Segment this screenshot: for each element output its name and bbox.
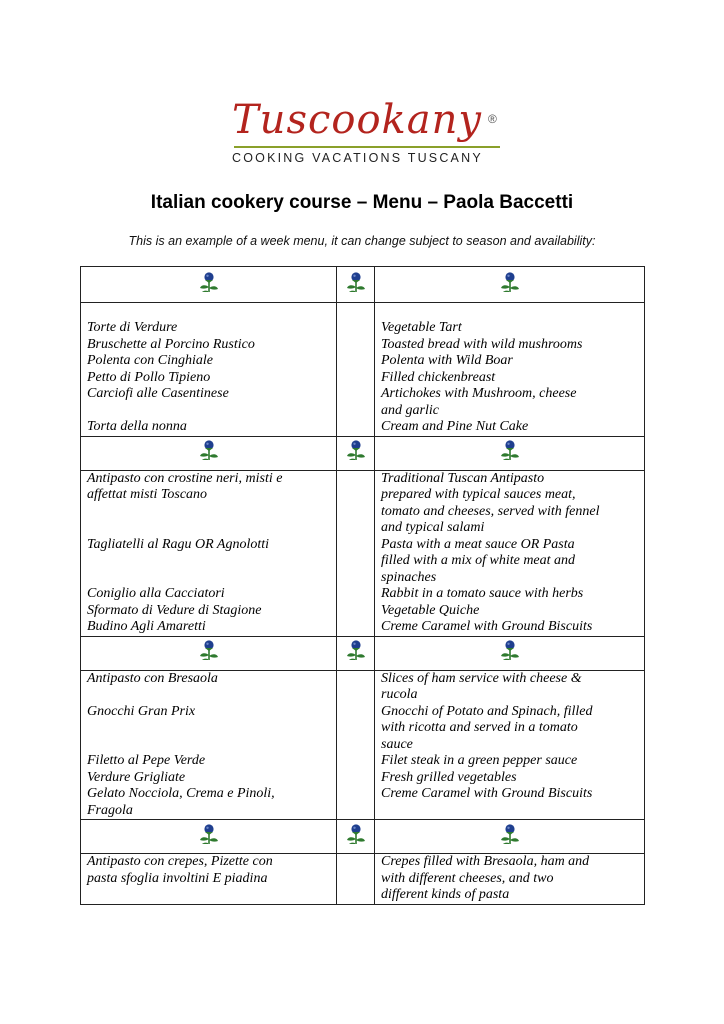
italian-dish: Tagliatelli al Ragu OR Agnolotti bbox=[87, 536, 270, 552]
english-dish: Traditional Tuscan Antipasto bbox=[381, 470, 545, 486]
logo-tagline: COOKING VACATIONS TUSCANY bbox=[232, 151, 483, 165]
italian-dish: Gelato Nocciola, Crema e Pinoli, bbox=[87, 786, 275, 801]
english-dish: Vegetable Tart bbox=[381, 320, 462, 335]
divider-cell bbox=[375, 820, 645, 854]
flower-icon bbox=[344, 823, 368, 845]
english-dish: Creme Caramel with Ground Biscuits bbox=[381, 619, 593, 634]
english-dish: Crepes filled with Bresaola, ham and bbox=[381, 854, 590, 869]
italian-dish: Torte di Verdure bbox=[87, 320, 178, 335]
italian-dishes-cell bbox=[81, 670, 337, 820]
italian-dish bbox=[87, 720, 330, 737]
english-dish: filled with a mix of white meat and bbox=[381, 553, 576, 568]
logo-underline bbox=[234, 146, 500, 148]
english-dishes-cell bbox=[375, 303, 645, 437]
english-dish: and garlic bbox=[381, 402, 439, 418]
logo-wordmark: Tuscookany bbox=[232, 97, 482, 143]
divider-cell bbox=[81, 820, 337, 854]
divider-row bbox=[81, 636, 645, 670]
divider-cell bbox=[81, 436, 337, 470]
italian-dish: Antipasto con Bresaola bbox=[87, 670, 218, 686]
italian-dish: Antipasto con crostine neri, misti e bbox=[87, 470, 283, 486]
divider-cell bbox=[81, 636, 337, 670]
english-dish: Fresh grilled vegetables bbox=[381, 769, 517, 785]
italian-dish: Antipasto con crepes, Pizette con bbox=[87, 854, 273, 869]
italian-dish: Verdure Grigliate bbox=[87, 769, 186, 785]
menu-day-row bbox=[81, 470, 645, 636]
italian-dish bbox=[87, 570, 330, 587]
page-title: Italian cookery course – Menu – Paola Baccetti bbox=[150, 192, 574, 213]
english-dish: and typical salami bbox=[381, 520, 485, 535]
italian-dish: Coniglio alla Cacciatori bbox=[87, 586, 225, 601]
italian-dishes-cell bbox=[81, 470, 337, 636]
flower-icon bbox=[344, 639, 368, 661]
italian-dish: Bruschette al Porcino Rustico bbox=[87, 336, 255, 352]
italian-dish: Gnocchi Gran Prix bbox=[87, 703, 196, 719]
flower-icon bbox=[197, 823, 221, 845]
english-dish: with ricotta and served in a tomato bbox=[381, 720, 578, 735]
italian-dish: Budino Agli Amaretti bbox=[87, 619, 206, 634]
english-dish: Gnocchi of Potato and Spinach, filled bbox=[381, 703, 593, 719]
italian-dishes-cell bbox=[81, 303, 337, 437]
english-dish: Polenta with Wild Boar bbox=[381, 353, 513, 368]
italian-dish: Carciofi alle Casentinese bbox=[87, 386, 229, 401]
italian-dish: Fragola bbox=[87, 802, 133, 818]
italian-dish bbox=[87, 737, 330, 754]
italian-dish bbox=[87, 887, 330, 904]
spacer-cell bbox=[337, 470, 375, 636]
italian-dish: Filetto al Pepe Verde bbox=[87, 753, 206, 768]
english-dish: Cream and Pine Nut Cake bbox=[381, 419, 529, 434]
divider-cell bbox=[337, 267, 375, 303]
divider-row bbox=[81, 436, 645, 470]
italian-dish bbox=[87, 403, 330, 420]
italian-dish: Sformato di Vedure di Stagione bbox=[87, 602, 262, 618]
english-dish: with different cheeses, and two bbox=[381, 870, 554, 886]
divider-cell bbox=[375, 436, 645, 470]
flower-icon bbox=[498, 823, 522, 845]
flower-icon bbox=[498, 271, 522, 293]
divider-cell bbox=[375, 267, 645, 303]
english-dish: Filet steak in a green pepper sauce bbox=[381, 753, 578, 768]
english-dish: sauce bbox=[381, 736, 413, 752]
italian-dish: affettat misti Toscano bbox=[87, 487, 208, 502]
italian-dish bbox=[87, 520, 330, 537]
english-dishes-cell bbox=[375, 854, 645, 905]
menu-table bbox=[80, 266, 645, 905]
spacer-cell bbox=[337, 670, 375, 820]
english-dish: rucola bbox=[381, 687, 418, 702]
italian-dish: pasta sfoglia involtini E piadina bbox=[87, 870, 268, 886]
divider-cell bbox=[375, 636, 645, 670]
page-subtitle: This is an example of a week menu, it can change subject to season and availability: bbox=[128, 234, 596, 248]
flower-icon bbox=[498, 439, 522, 461]
english-dish: different kinds of pasta bbox=[381, 887, 510, 902]
english-dishes-cell bbox=[375, 670, 645, 820]
italian-dish: Petto di Pollo Tipieno bbox=[87, 369, 211, 385]
spacer-cell bbox=[337, 854, 375, 905]
divider-cell bbox=[337, 636, 375, 670]
italian-dishes-cell bbox=[81, 854, 337, 905]
flower-icon bbox=[197, 271, 221, 293]
english-dish: tomato and cheeses, served with fennel bbox=[381, 503, 600, 519]
divider-cell bbox=[81, 267, 337, 303]
italian-dish: Polenta con Cinghiale bbox=[87, 353, 213, 368]
italian-dish bbox=[87, 504, 330, 521]
english-dish bbox=[381, 803, 638, 820]
menu-day-row bbox=[81, 854, 645, 905]
english-dish: Rabbit in a tomato sauce with herbs bbox=[381, 586, 584, 601]
italian-dish: Torta della nonna bbox=[87, 419, 187, 434]
flower-icon bbox=[498, 639, 522, 661]
brand-logo bbox=[232, 98, 502, 170]
flower-icon bbox=[344, 271, 368, 293]
english-dish: Toasted bread with wild mushrooms bbox=[381, 336, 583, 352]
english-dish: spinaches bbox=[381, 569, 437, 585]
divider-row bbox=[81, 267, 645, 303]
divider-row bbox=[81, 820, 645, 854]
flower-icon bbox=[197, 439, 221, 461]
registered-mark: ® bbox=[488, 112, 497, 126]
english-dishes-cell bbox=[375, 470, 645, 636]
english-dish: Artichokes with Mushroom, cheese bbox=[381, 386, 577, 401]
flower-icon bbox=[197, 639, 221, 661]
english-dish: prepared with typical sauces meat, bbox=[381, 487, 576, 502]
italian-dish bbox=[87, 687, 330, 704]
english-dish: Vegetable Quiche bbox=[381, 602, 480, 618]
spacer-cell bbox=[337, 303, 375, 437]
flower-icon bbox=[344, 439, 368, 461]
english-dish: Creme Caramel with Ground Biscuits bbox=[381, 786, 593, 801]
english-dish: Slices of ham service with cheese & bbox=[381, 670, 582, 686]
italian-dish bbox=[87, 553, 330, 570]
menu-day-row bbox=[81, 303, 645, 437]
menu-day-row bbox=[81, 670, 645, 820]
english-dish: Pasta with a meat sauce OR Pasta bbox=[381, 536, 575, 552]
english-dish: Filled chickenbreast bbox=[381, 369, 496, 385]
divider-cell bbox=[337, 436, 375, 470]
divider-cell bbox=[337, 820, 375, 854]
